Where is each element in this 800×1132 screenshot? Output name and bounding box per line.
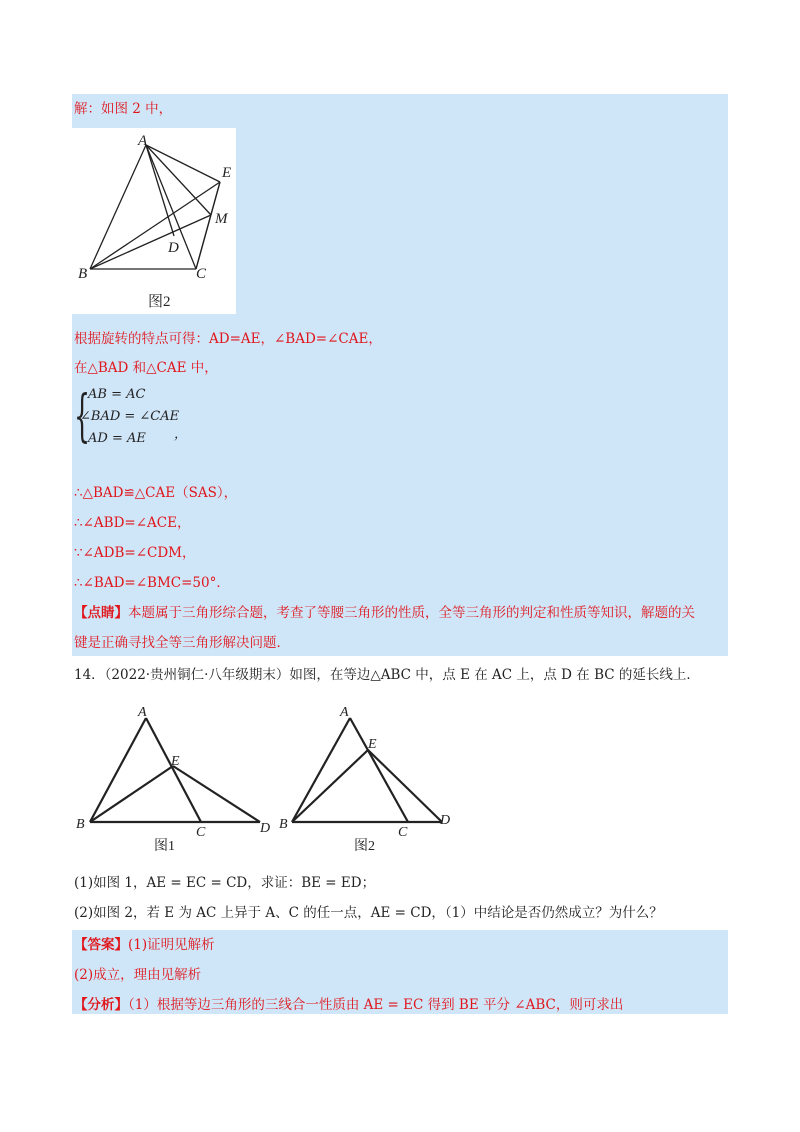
analysis-text-1: （1）根据等边三角形的三线合一性质由 AE = EC 得到 BE 平分 ∠ABC，则可求出 <box>128 997 624 1013</box>
fig2-label-c: C <box>398 825 408 840</box>
analysis-tag: 【分析】 <box>74 997 128 1013</box>
final-conclusion: ∴∠BAD=∠BMC=50°． <box>74 575 230 591</box>
fig2-label-b: B <box>279 817 288 832</box>
fig1-label-e: E <box>171 754 180 769</box>
point-label-d: D <box>168 240 179 256</box>
rotation-property: 根据旋转的特点可得：AD=AE，∠BAD=∠CAE， <box>74 331 382 347</box>
rotation-diagram <box>72 128 236 314</box>
solution-intro: 解：如图 2 中， <box>74 101 173 117</box>
equilateral-diagrams <box>72 698 454 858</box>
question-2: (2)如图 2，若 E 为 AC 上异于 A、C 的任一点，AE = CD，（1）中结论是否仍然成立？为什么？ <box>74 905 663 921</box>
system-eq-3: AD = AE <box>88 431 146 446</box>
fig1-caption: 图1 <box>154 839 175 854</box>
problem-14-figures <box>72 698 454 858</box>
comment-text-1: 本题属于三角形综合题，考查了等腰三角形的性质，全等三角形的判定和性质等知识，解题的关 <box>128 605 695 621</box>
system-eq-1: AB = AC <box>88 387 146 402</box>
answer-text-1: (1)证明见解析 <box>128 937 215 953</box>
fig2-label-d: D <box>440 813 451 828</box>
fig1-label-b: B <box>76 817 85 832</box>
fig1-label-c: C <box>196 825 206 840</box>
comment-tag: 【点睛】 <box>74 605 128 621</box>
fig2-label-e: E <box>368 737 377 752</box>
equation-system <box>74 385 224 451</box>
answer-line-2: (2)成立，理由见解析 <box>74 967 202 983</box>
system-brace: { <box>74 384 91 449</box>
point-label-c: C <box>196 266 207 282</box>
vertical-angles: ∵∠ADB=∠CDM， <box>74 545 196 561</box>
triangles-statement: 在△BAD 和△CAE 中， <box>74 360 218 376</box>
solution-figure-2 <box>72 128 236 314</box>
comment-line-2: 键是正确寻找全等三角形解决问题． <box>74 635 290 651</box>
point-label-a: A <box>138 133 148 149</box>
point-label-e: E <box>222 165 232 181</box>
fig2-caption: 图2 <box>354 839 375 854</box>
angle-equality: ∴∠ABD=∠ACE， <box>74 515 191 531</box>
question-1: (1)如图 1，AE = EC = CD，求证：BE = ED； <box>74 875 376 891</box>
point-label-b: B <box>78 266 88 282</box>
figure-caption: 图2 <box>148 294 171 310</box>
congruence-conclusion: ∴△BAD≌△CAE（SAS）， <box>74 485 238 501</box>
comment-line-1 <box>74 604 695 622</box>
system-tail: ， <box>174 427 188 442</box>
fig2-label-a: A <box>340 705 349 720</box>
fig1-label-a: A <box>138 705 147 720</box>
analysis-line-1 <box>74 996 623 1014</box>
problem-14-header: 14．（2022·贵州铜仁·八年级期末）如图，在等边△ABC 中，点 E 在 AC 上，点 D 在 BC 的延长线上． <box>74 667 700 683</box>
point-label-m: M <box>215 211 228 227</box>
fig1-label-d: D <box>260 821 271 836</box>
answer-tag: 【答案】 <box>74 937 128 953</box>
answer-line-1 <box>74 936 215 954</box>
system-eq-2: ∠BAD = ∠CAE <box>80 409 180 424</box>
